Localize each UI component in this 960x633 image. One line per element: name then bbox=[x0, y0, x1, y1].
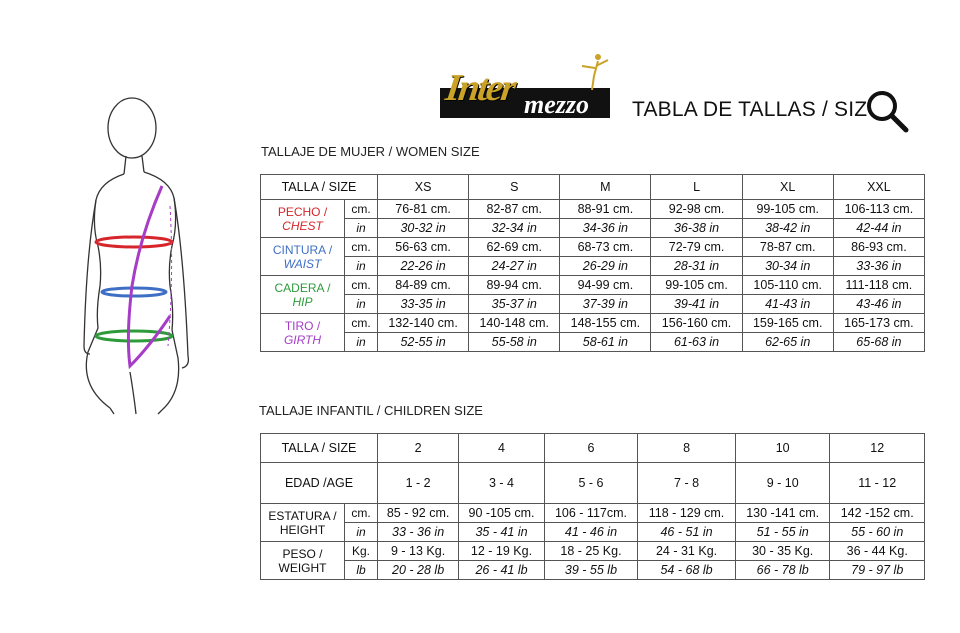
age-value: 9 - 10 bbox=[735, 463, 830, 504]
value-cm: 165-173 cm. bbox=[833, 314, 924, 333]
measure-label-es: CINTURA / bbox=[272, 242, 333, 257]
table-row bbox=[261, 200, 925, 219]
value-cm: 89-94 cm. bbox=[469, 276, 560, 295]
table-row bbox=[261, 504, 925, 523]
value-cm: 68-73 cm. bbox=[560, 238, 651, 257]
mannequin-illustration bbox=[70, 96, 210, 416]
value-cm: 159-165 cm. bbox=[742, 314, 833, 333]
table-row bbox=[261, 561, 925, 580]
unit-cm: cm. bbox=[345, 276, 378, 295]
women-size-table bbox=[260, 174, 925, 352]
value-secondary: 39 - 55 lb bbox=[544, 561, 637, 580]
unit-in: in bbox=[345, 257, 378, 276]
size-header-label: TALLA / SIZE bbox=[261, 175, 378, 200]
value-primary: 12 - 19 Kg. bbox=[459, 542, 545, 561]
table-row bbox=[261, 238, 925, 257]
size-header: 6 bbox=[544, 434, 637, 463]
value-cm: 72-79 cm. bbox=[651, 238, 742, 257]
size-header: M bbox=[560, 175, 651, 200]
size-header-label: TALLA / SIZE bbox=[261, 434, 378, 463]
value-cm: 62-69 cm. bbox=[469, 238, 560, 257]
value-cm: 92-98 cm. bbox=[651, 200, 742, 219]
value-in: 52-55 in bbox=[378, 333, 469, 352]
value-in: 33-36 in bbox=[833, 257, 924, 276]
unit-secondary: in bbox=[345, 523, 378, 542]
value-cm: 82-87 cm. bbox=[469, 200, 560, 219]
value-in: 35-37 in bbox=[469, 295, 560, 314]
value-secondary: 26 - 41 lb bbox=[459, 561, 545, 580]
measure-label-en: GIRTH bbox=[283, 332, 322, 347]
logo-text-mezzo: mezzo bbox=[524, 90, 589, 119]
value-cm: 105-110 cm. bbox=[742, 276, 833, 295]
value-secondary: 55 - 60 in bbox=[830, 523, 925, 542]
value-primary: 130 -141 cm. bbox=[735, 504, 830, 523]
children-section-title: TALLAJE INFANTIL / CHILDREN SIZE bbox=[259, 403, 483, 418]
search-icon[interactable] bbox=[862, 86, 910, 134]
value-in: 61-63 in bbox=[651, 333, 742, 352]
value-primary: 36 - 44 Kg. bbox=[830, 542, 925, 561]
table-row bbox=[261, 276, 925, 295]
table-row bbox=[261, 314, 925, 333]
value-in: 58-61 in bbox=[560, 333, 651, 352]
dancer-icon bbox=[572, 52, 612, 92]
unit-cm: cm. bbox=[345, 238, 378, 257]
age-label: EDAD /AGE bbox=[261, 463, 378, 504]
value-primary: 24 - 31 Kg. bbox=[638, 542, 736, 561]
value-cm: 76-81 cm. bbox=[378, 200, 469, 219]
value-cm: 99-105 cm. bbox=[651, 276, 742, 295]
value-in: 41-43 in bbox=[742, 295, 833, 314]
value-in: 55-58 in bbox=[469, 333, 560, 352]
age-value: 3 - 4 bbox=[459, 463, 545, 504]
size-header: S bbox=[469, 175, 560, 200]
value-primary: 85 - 92 cm. bbox=[378, 504, 459, 523]
value-cm: 84-89 cm. bbox=[378, 276, 469, 295]
value-cm: 94-99 cm. bbox=[560, 276, 651, 295]
unit-secondary: lb bbox=[345, 561, 378, 580]
children-size-table bbox=[260, 433, 925, 580]
logo-text-inter: Inter bbox=[443, 67, 518, 109]
unit-in: in bbox=[345, 333, 378, 352]
size-header: XS bbox=[378, 175, 469, 200]
measure-label-es: PESO / bbox=[282, 546, 323, 561]
table-header-row bbox=[261, 434, 925, 463]
measure-label-es: TIRO / bbox=[284, 318, 321, 333]
value-cm: 140-148 cm. bbox=[469, 314, 560, 333]
size-header: 12 bbox=[830, 434, 925, 463]
table-row bbox=[261, 542, 925, 561]
value-primary: 90 -105 cm. bbox=[459, 504, 545, 523]
table-row bbox=[261, 463, 925, 504]
value-primary: 118 - 129 cm. bbox=[638, 504, 736, 523]
value-in: 28-31 in bbox=[651, 257, 742, 276]
size-header: 8 bbox=[638, 434, 736, 463]
measure-label bbox=[261, 200, 345, 238]
table-row bbox=[261, 257, 925, 276]
value-in: 38-42 in bbox=[742, 219, 833, 238]
size-header: L bbox=[651, 175, 742, 200]
measure-label-en: WEIGHT bbox=[278, 560, 327, 575]
value-primary: 9 - 13 Kg. bbox=[378, 542, 459, 561]
value-cm: 86-93 cm. bbox=[833, 238, 924, 257]
table-row bbox=[261, 295, 925, 314]
measure-label bbox=[261, 238, 345, 276]
measure-label-es: PECHO / bbox=[277, 204, 328, 219]
value-in: 39-41 in bbox=[651, 295, 742, 314]
measure-label bbox=[261, 276, 345, 314]
value-in: 30-34 in bbox=[742, 257, 833, 276]
value-primary: 142 -152 cm. bbox=[830, 504, 925, 523]
value-in: 33-35 in bbox=[378, 295, 469, 314]
value-secondary: 46 - 51 in bbox=[638, 523, 736, 542]
unit-primary: cm. bbox=[345, 504, 378, 523]
value-in: 65-68 in bbox=[833, 333, 924, 352]
value-cm: 132-140 cm. bbox=[378, 314, 469, 333]
value-in: 24-27 in bbox=[469, 257, 560, 276]
value-in: 43-46 in bbox=[833, 295, 924, 314]
unit-cm: cm. bbox=[345, 314, 378, 333]
value-primary: 18 - 25 Kg. bbox=[544, 542, 637, 561]
age-value: 1 - 2 bbox=[378, 463, 459, 504]
value-secondary: 79 - 97 lb bbox=[830, 561, 925, 580]
size-header: 10 bbox=[735, 434, 830, 463]
value-cm: 156-160 cm. bbox=[651, 314, 742, 333]
age-value: 7 - 8 bbox=[638, 463, 736, 504]
value-primary: 106 - 117cm. bbox=[544, 504, 637, 523]
table-row bbox=[261, 219, 925, 238]
table-row bbox=[261, 333, 925, 352]
value-primary: 30 - 35 Kg. bbox=[735, 542, 830, 561]
value-in: 42-44 in bbox=[833, 219, 924, 238]
brand-logo bbox=[440, 52, 615, 122]
unit-cm: cm. bbox=[345, 200, 378, 219]
value-in: 30-32 in bbox=[378, 219, 469, 238]
measure-label-en: WAIST bbox=[283, 256, 322, 271]
value-in: 26-29 in bbox=[560, 257, 651, 276]
value-in: 37-39 in bbox=[560, 295, 651, 314]
measure-label bbox=[261, 542, 345, 580]
page-title: TABLA DE TALLAS / SIZ bbox=[632, 98, 868, 121]
unit-in: in bbox=[345, 295, 378, 314]
value-cm: 88-91 cm. bbox=[560, 200, 651, 219]
measure-label-en: CHEST bbox=[282, 218, 323, 233]
value-secondary: 66 - 78 lb bbox=[735, 561, 830, 580]
value-cm: 148-155 cm. bbox=[560, 314, 651, 333]
table-header-row bbox=[261, 175, 925, 200]
value-in: 34-36 in bbox=[560, 219, 651, 238]
women-section-title: TALLAJE DE MUJER / WOMEN SIZE bbox=[261, 144, 480, 159]
measure-label bbox=[261, 504, 345, 542]
value-cm: 99-105 cm. bbox=[742, 200, 833, 219]
value-cm: 78-87 cm. bbox=[742, 238, 833, 257]
measure-label-es: ESTATURA / bbox=[268, 508, 337, 523]
value-in: 32-34 in bbox=[469, 219, 560, 238]
measure-label bbox=[261, 314, 345, 352]
value-in: 36-38 in bbox=[651, 219, 742, 238]
value-in: 62-65 in bbox=[742, 333, 833, 352]
table-row bbox=[261, 523, 925, 542]
value-cm: 111-118 cm. bbox=[833, 276, 924, 295]
value-secondary: 51 - 55 in bbox=[735, 523, 830, 542]
measure-label-en: HEIGHT bbox=[279, 522, 326, 537]
value-secondary: 54 - 68 lb bbox=[638, 561, 736, 580]
age-value: 5 - 6 bbox=[544, 463, 637, 504]
size-header: XXL bbox=[833, 175, 924, 200]
unit-in: in bbox=[345, 219, 378, 238]
size-header: 2 bbox=[378, 434, 459, 463]
size-header: 4 bbox=[459, 434, 545, 463]
age-value: 11 - 12 bbox=[830, 463, 925, 504]
unit-primary: Kg. bbox=[345, 542, 378, 561]
value-secondary: 35 - 41 in bbox=[459, 523, 545, 542]
value-secondary: 33 - 36 in bbox=[378, 523, 459, 542]
measure-label-es: CADERA / bbox=[274, 280, 331, 295]
measure-label-en: HIP bbox=[292, 294, 313, 309]
value-cm: 106-113 cm. bbox=[833, 200, 924, 219]
value-cm: 56-63 cm. bbox=[378, 238, 469, 257]
value-secondary: 20 - 28 lb bbox=[378, 561, 459, 580]
size-header: XL bbox=[742, 175, 833, 200]
value-in: 22-26 in bbox=[378, 257, 469, 276]
value-secondary: 41 - 46 in bbox=[544, 523, 637, 542]
